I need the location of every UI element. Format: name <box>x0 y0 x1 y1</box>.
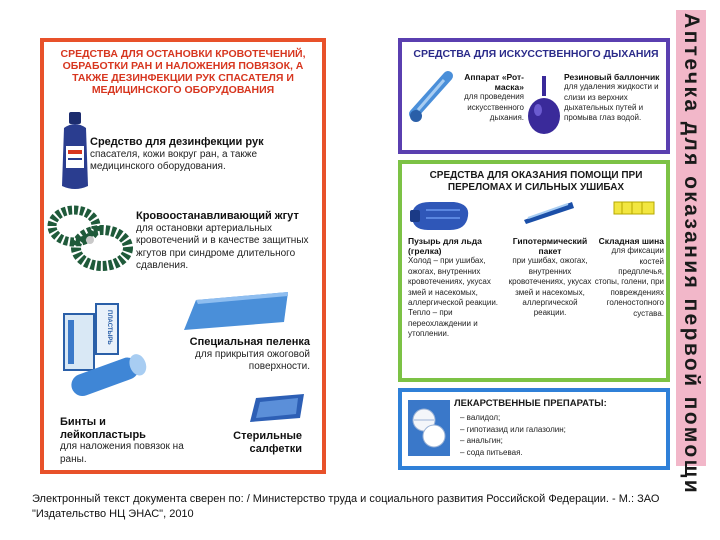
medicines-list <box>460 412 566 458</box>
ice-bag-title: Пузырь для льда (грелка) <box>408 236 482 257</box>
burn-sheet-title: Специальная пеленка <box>189 336 310 348</box>
cold-pack-icon <box>520 200 576 224</box>
cold-pack-item <box>508 236 592 319</box>
bleeding-panel-header: СРЕДСТВА ДЛЯ ОСТАНОВКИ КРОВОТЕЧЕНИЙ, ОБРАБОТКИ РАН И НАЛОЖЕНИЯ ПОВЯЗОК, А ТАКЖЕ ДЕЗИНФЕКЦИИ РУК СПАСАТЕЛЯ И МЕДИЦИНСКОГО ОБОРУДОВАНИЯ <box>60 48 306 97</box>
pills-icon <box>408 400 450 456</box>
fractures-panel <box>398 160 670 382</box>
splint-icon <box>612 198 656 218</box>
cold-pack-title: Гипотермический пакет <box>512 236 588 257</box>
sterile-wipes-icon <box>250 394 306 424</box>
vertical-title: Аптечка для оказания первой помощи <box>680 13 703 496</box>
medicine-item: – гипотиазид или галазолин; <box>460 424 566 434</box>
disinfectant-item <box>90 136 318 174</box>
source-caption: Электронный текст документа сверен по: / Министерство труда и социального развития Российской Федерации. - М.: ЗАО "Издательство НЦ ЭНАС", 2010 <box>32 493 660 520</box>
vertical-title-band <box>676 10 706 496</box>
breathing-panel-header: СРЕДСТВА ДЛЯ ИСКУССТВЕННОГО ДЫХАНИЯ <box>413 48 659 60</box>
mouth-mask-desc: для проведения искусственного дыхания. <box>464 92 524 123</box>
bandages-item <box>60 416 190 466</box>
medicine-item: – валидол; <box>460 413 501 422</box>
mouth-mask-title: Аппарат «Рот-маска» <box>464 72 524 93</box>
ice-bag-item <box>408 236 504 340</box>
rubber-bulb-item <box>564 72 668 124</box>
sterile-wipes-item <box>200 430 302 455</box>
plaster-label: ПЛАСТЫРЬ <box>106 310 112 345</box>
rubber-bulb-desc: для удаления жидкости и слизи из верхних дыхательных путей и промыва глаз водой. <box>564 82 659 123</box>
burn-sheet-desc: для прикрытия ожоговой поверхности. <box>195 348 310 373</box>
rubber-bulb-icon <box>526 76 562 136</box>
ice-bag-icon <box>410 198 472 232</box>
bandages-title: Бинты и лейкопластырь <box>60 416 146 441</box>
tourniquet-icon <box>50 200 134 272</box>
ice-bag-desc: Холод – при ушибах, ожогах, внутренних кровотечениях, укусах змей и насекомых, аллергической реакции. Тепло – при переохлаждении и утоплении. <box>408 256 499 339</box>
sterile-wipes-title: Стерильные салфетки <box>233 430 302 455</box>
disinfectant-desc: спасателя, кожи вокруг ран, а также медицинского оборудования. <box>90 148 258 173</box>
mouth-mask-item <box>454 72 524 124</box>
cold-pack-desc: при ушибах, ожогах, внутренних кровотечениях, укусах змей и насекомых, аллергической реакции. <box>508 256 592 318</box>
burn-sheet-item <box>164 336 310 374</box>
medicine-item: – сода питьевая. <box>460 447 523 457</box>
tourniquet-item <box>136 210 320 273</box>
tourniquet-title: Кровоостанавливающий жгут <box>136 210 299 222</box>
medicines-header: ЛЕКАРСТВЕННЫЕ ПРЕПАРАТЫ: <box>454 398 607 409</box>
medicine-item: – анальгин; <box>460 436 503 446</box>
disinfectant-bottle-icon <box>58 112 92 192</box>
medicines-panel <box>398 388 670 470</box>
bleeding-panel <box>40 38 326 474</box>
splint-desc: для фиксации костей предплечья, стопы, голени, при повреждениях голеностопного сустава. <box>594 246 664 318</box>
rubber-bulb-title: Резиновый баллончик <box>564 72 660 82</box>
breathing-panel <box>398 38 670 154</box>
burn-sheet-icon <box>184 292 296 332</box>
bandages-desc: для наложения повязок на раны. <box>60 441 184 465</box>
mouth-mask-icon <box>408 70 454 122</box>
splint-title: Складная шина <box>598 236 664 246</box>
disinfectant-title: Средство для дезинфекции рук <box>90 136 264 148</box>
tourniquet-desc: для остановки артериальных кровотечений и в качестве защитных жгутов при синдроме длительного сдавления. <box>136 222 309 272</box>
splint-item <box>594 236 664 319</box>
fractures-panel-header: СРЕДСТВА ДЛЯ ОКАЗАНИЯ ПОМОЩИ ПРИ ПЕРЕЛОМАХ И СИЛЬНЫХ УШИБАХ <box>429 170 643 193</box>
